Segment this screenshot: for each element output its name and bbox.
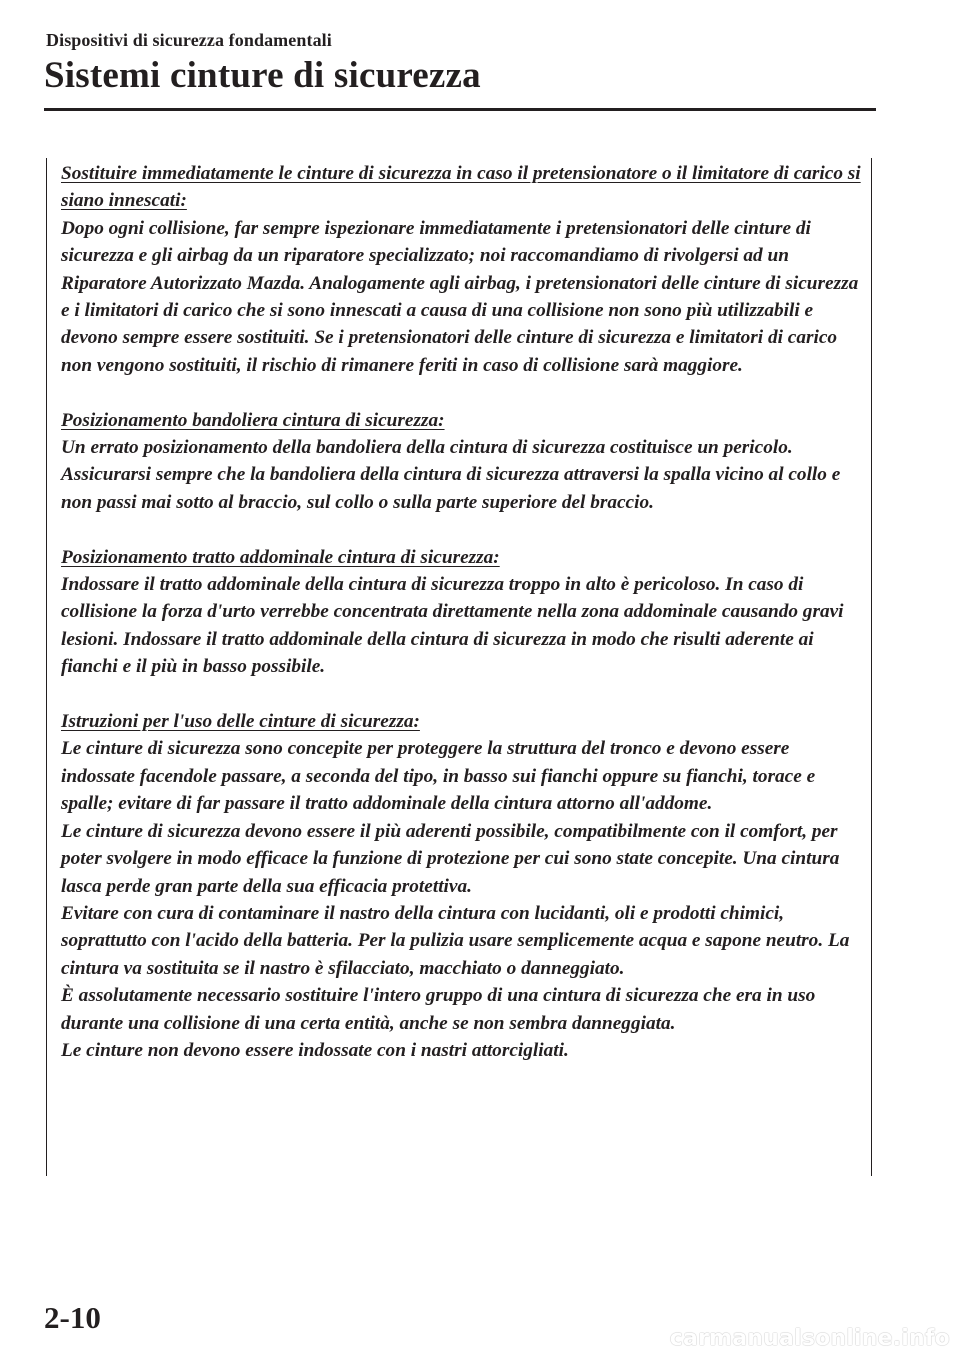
section-pretensioner-replacement	[61, 160, 865, 379]
section-shoulder-belt-position	[61, 407, 865, 517]
section-usage-instructions	[61, 708, 865, 1064]
page-title: Sistemi cinture di sicurezza	[44, 55, 481, 96]
section-paragraph: Dopo ogni collisione, far sempre ispezionare immediatamente i pretensionatori delle cinture di sicurezza e gli airbag da un riparatore specializzato; noi raccomandiamo di rivolgersi ad un Riparatore Autorizzato Mazda. Analogamente agli airbag, i pretensionatori delle cinture di sicurezza e i limitatori di carico che si sono innescati a causa di una collisione non sono più utilizzabili e devono sempre essere sostituiti. Se i pretensionatori delle cinture di sicurezza e limitatori di carico non vengono sostituiti, il rischio di rimanere feriti in caso di collisione sarà maggiore.	[61, 217, 859, 376]
section-paragraph: È assolutamente necessario sostituire l'intero gruppo di una cintura di sicurezza che era in uso durante una collisione di una certa entità, anche se non sembra danneggiata.	[61, 985, 816, 1034]
section-heading: Sostituire immediatamente le cinture di sicurezza in caso il pretensionatore o il limitatore di carico si siano innescati:	[61, 163, 861, 212]
section-paragraph: Un errato posizionamento della bandoliera della cintura di sicurezza costituisce un pericolo. Assicurarsi sempre che la bandoliera della cintura di sicurezza attraversi la spalla vicino al collo e non passi mai sotto al braccio, sul collo o sulla parte superiore del braccio.	[61, 437, 841, 513]
warning-text-body	[47, 158, 871, 1064]
section-paragraph: Le cinture non devono essere indossate con i nastri attorcigliati.	[61, 1039, 569, 1061]
chapter-label: Dispositivi di sicurezza fondamentali	[46, 30, 332, 50]
section-heading: Posizionamento bandoliera cintura di sicurezza:	[61, 409, 445, 431]
section-paragraph: Le cinture di sicurezza devono essere il più aderenti possibile, compatibilmente con il comfort, per poter svolgere in modo efficace la funzione di protezione per cui sono state concepite. Una cintura lasca perde gran parte della sua efficacia protettiva.	[61, 820, 840, 897]
section-paragraph: Evitare con cura di contaminare il nastro della cintura con lucidanti, oli e prodotti chimici, soprattutto con l'acido della batteria. Per la pulizia usare semplicemente acqua e sapone neutro. La cintura va sostituita se il nastro è sfilacciato, macchiato o danneggiato.	[61, 902, 850, 979]
section-paragraph: Le cinture di sicurezza sono concepite per proteggere la struttura del tronco e devono essere indossate facendole passare, a seconda del tipo, in basso sui fianchi oppure su fianchi, torace e spalle; evitare di far passare il tratto addominale della cintura attorno all'addome.	[61, 738, 816, 815]
section-heading: Istruzioni per l'uso delle cinture di sicurezza:	[61, 711, 420, 733]
warning-content-box	[46, 158, 872, 1176]
watermark-logo: carmanualsonline.info	[669, 1326, 950, 1351]
page-number: 2-10	[44, 1300, 101, 1335]
section-paragraph: Indossare il tratto addominale della cintura di sicurezza troppo in alto è pericoloso. In caso di collisione la forza d'urto verrebbe concentrata direttamente nella zona addominale causando gravi lesioni. Indossare il tratto addominale della cintura di sicurezza in modo che risulti aderente ai fianchi e il più in basso possibile.	[61, 574, 844, 678]
section-lap-belt-position	[61, 544, 865, 681]
title-divider	[44, 108, 876, 111]
section-heading: Posizionamento tratto addominale cintura di sicurezza:	[61, 546, 500, 568]
